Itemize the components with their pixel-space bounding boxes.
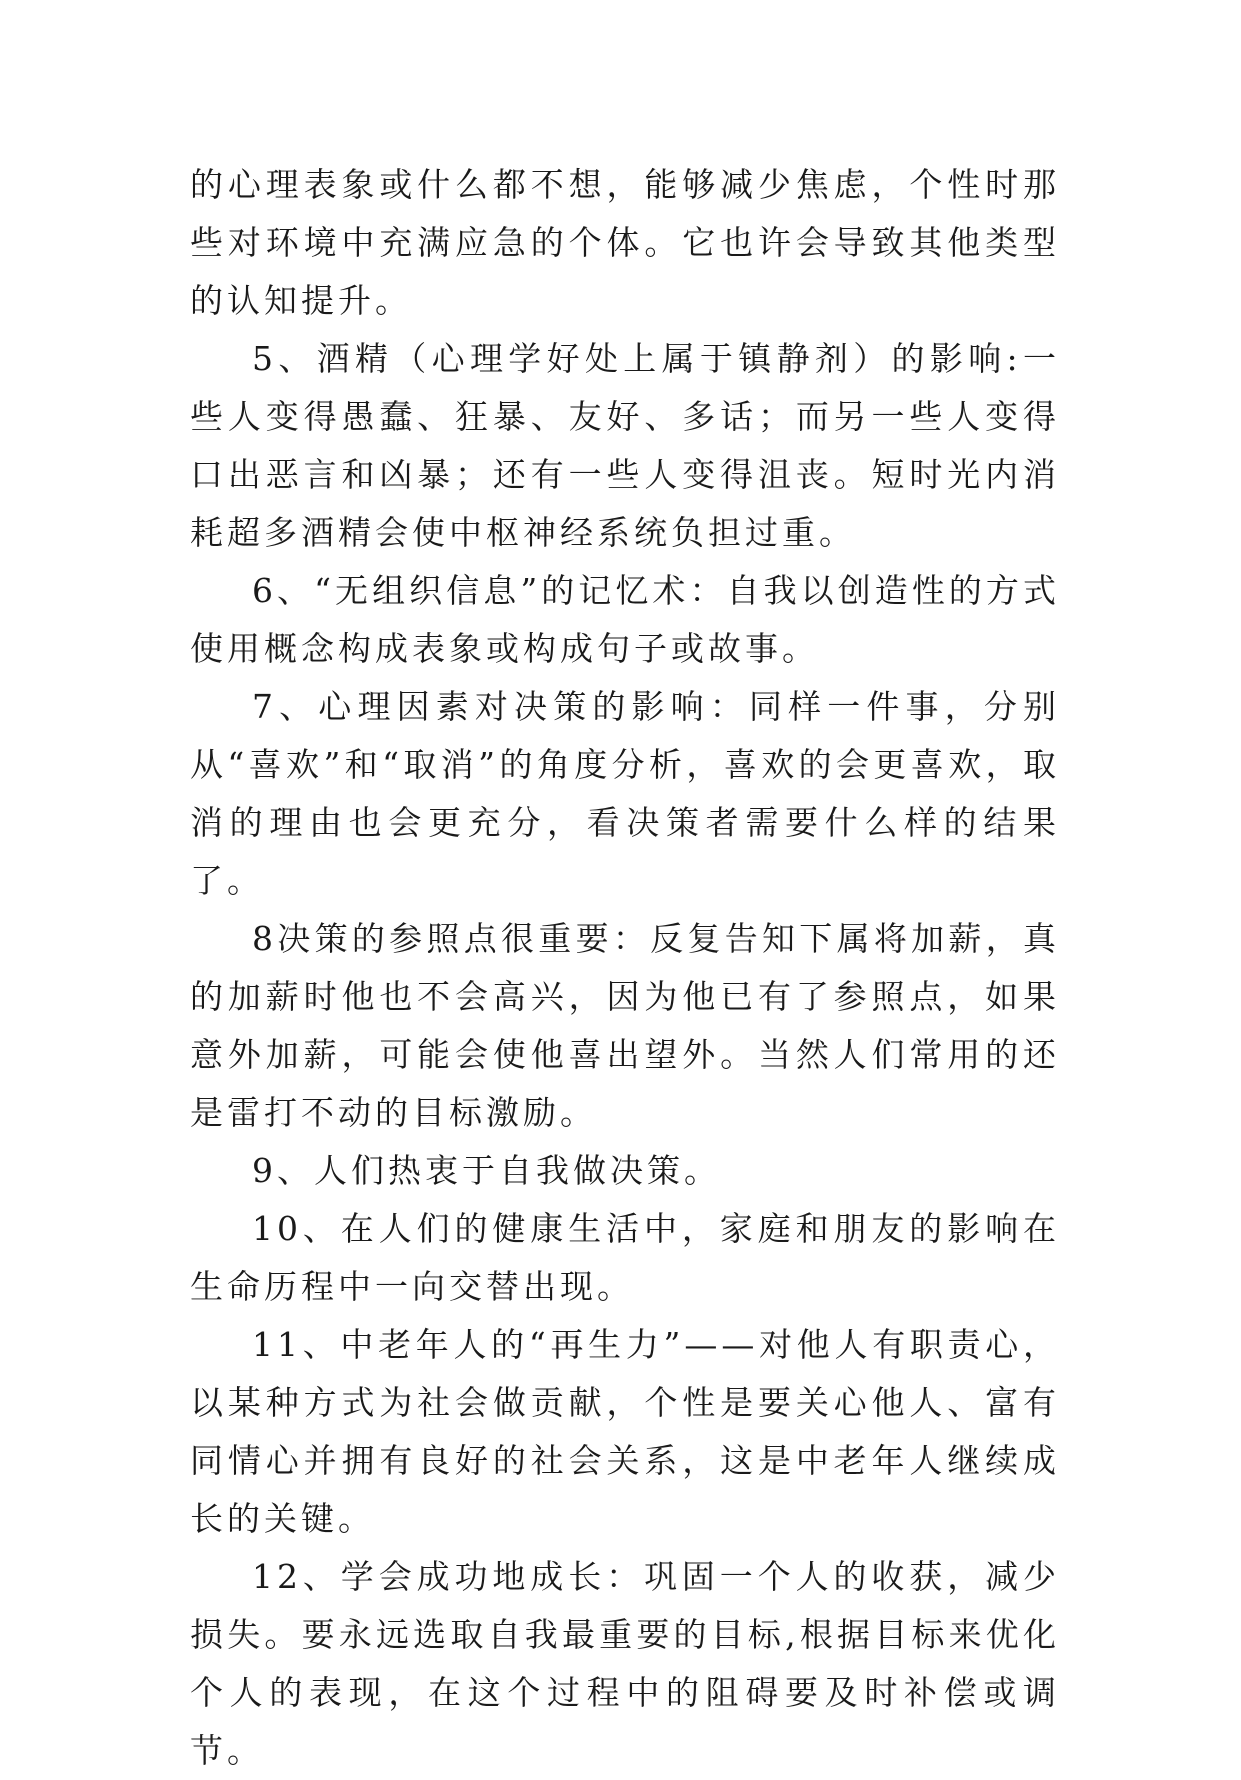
paragraph-item-9: 9、人们热衷于自我做决策。: [252, 1151, 721, 1190]
paragraph-item-12: 12、学会成功地成长：巩固一个人的收获，减少损失。要永远选取自我最重要的目标,根据目标来优化个人的表现，在这个过程中的阻碍要及时补偿或调节。: [190, 1557, 1060, 1770]
paragraph-item-11: 11、中老年人的“再生力”——对他人有职责心，以某种方式为社会做贡献，个性是要关心他人、富有同情心并拥有良好的社会关系，这是中老年人继续成长的关键。: [190, 1325, 1060, 1538]
paragraph-item-10: 10、在人们的健康生活中，家庭和朋友的影响在生命历程中一向交替出现。: [190, 1209, 1060, 1306]
paragraph-item-6: 6、“无组织信息”的记忆术：自我以创造性的方式使用概念构成表象或构成句子或故事。: [190, 571, 1060, 668]
paragraph-continuation: 的心理表象或什么都不想，能够减少焦虑，个性时那些对环境中充满应急的个体。它也许会导致其他类型的认知提升。: [190, 165, 1060, 320]
paragraph-item-8: 8决策的参照点很重要：反复告知下属将加薪，真的加薪时他也不会高兴，因为他已有了参照点，如果意外加薪，可能会使他喜出望外。当然人们常用的还是雷打不动的目标激励。: [190, 919, 1060, 1132]
paragraph-item-5: 5、酒精（心理学好处上属于镇静剂）的影响:一些人变得愚蠢、狂暴、友好、多话；而另一些人变得口出恶言和凶暴；还有一些人变得沮丧。短时光内消耗超多酒精会使中枢神经系统负担过重。: [190, 339, 1060, 552]
paragraph-item-7: 7、心理因素对决策的影响：同样一件事，分别从“喜欢”和“取消”的角度分析，喜欢的会更喜欢，取消的理由也会更充分，看决策者需要什么样的结果了。: [190, 687, 1060, 900]
document-body: [190, 156, 1060, 1780]
